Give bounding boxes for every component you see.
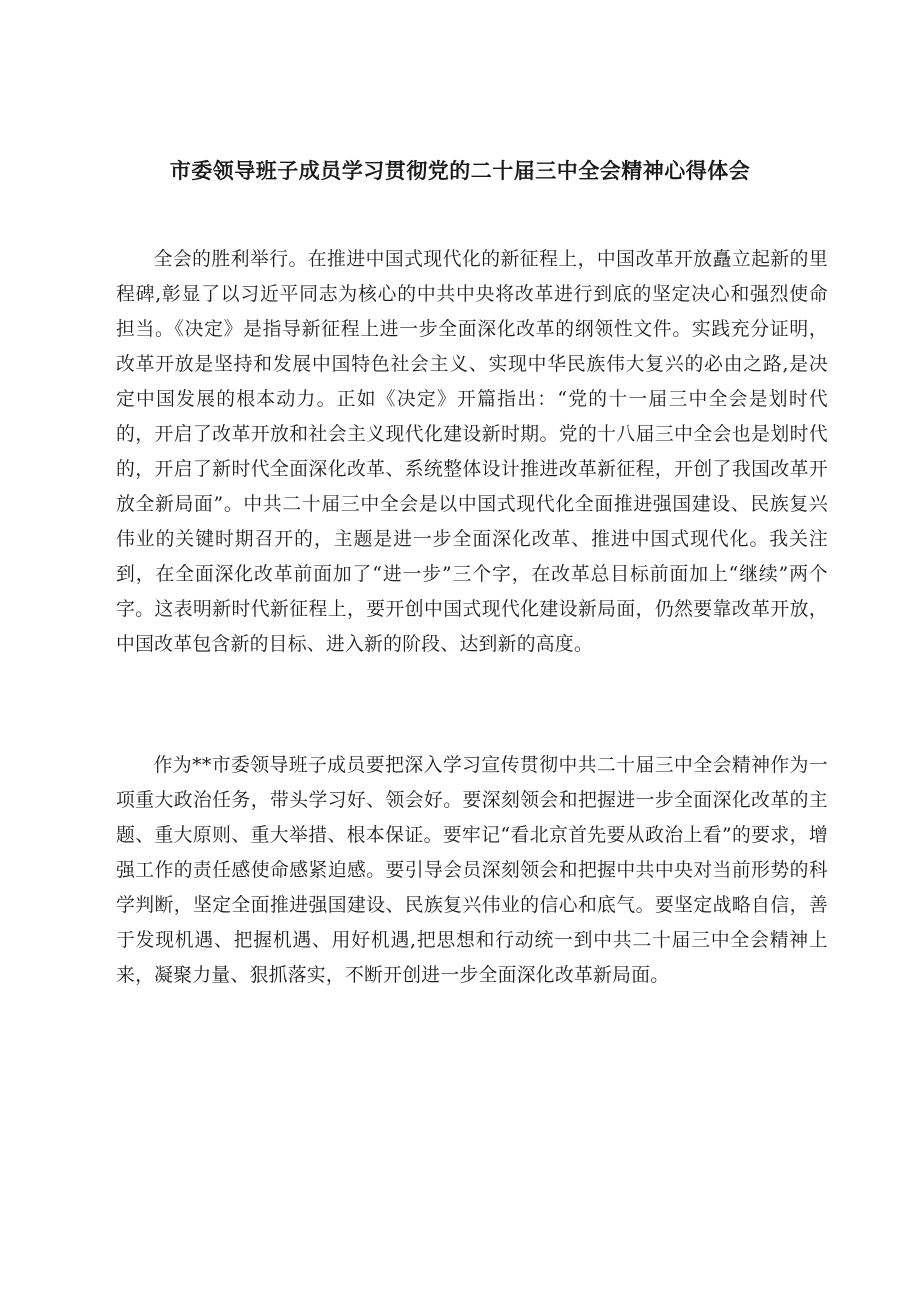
body-paragraph-1: 全会的胜利举行。在推进中国式现代化的新征程上，中国改革开放矗立起新的里程碑,彰显了以习近平同志为核心的中共中央将改革进行到底的坚定决心和强烈使命担当。《决定》是指导新征程上进一步全面深化改革的纲领性文件。实践充分证明，改革开放是坚持和发展中国特色社会主义、实现中华民族伟大复兴的必由之路,是决定中国发展的根本动力。正如《决定》开篇指出：“党的十一届三中全会是划时代的，开启了改革开放和社会主义现代化建设新时期。党的十八届三中全会也是划时代的，开启了新时代全面深化改革、系统整体设计推进改革新征程，开创了我国改革开放全新局面”。中共二十届三中全会是以中国式现代化全面推进强国建设、民族复兴伟业的关键时期召开的，主题是进一步全面深化改革、推进中国式现代化。我关注到，在全面深化改革前面加了“进一步”三个字，在改革总目标前面加上“继续”两个字。这表明新时代新征程上，要开创中国式现代化建设新局面，仍然要靠改革开放，中国改革包含新的目标、进入新的阶段、达到新的高度。 [116, 249, 828, 655]
body-paragraph-2: 作为**市委领导班子成员要把深入学习宣传贯彻中共二十届三中全会精神作为一项重大政治任务，带头学习好、领会好。要深刻领会和把握进一步全面深化改革的主题、重大原则、重大举措、根本保证。要牢记“看北京首先要从政治上看”的要求，增强工作的责任感使命感紧迫感。要引导会员深刻领会和把握中共中央对当前形势的科学判断，坚定全面推进强国建设、民族复兴伟业的信心和底气。要坚定战略自信，善于发现机遇、把握机遇、用好机遇,把思想和行动统一到中共二十届三中全会精神上来，凝聚力量、狠抓落实，不断开创进一步全面深化改革新局面。 [116, 755, 828, 986]
document-title: 市委领导班子成员学习贯彻党的二十届三中全会精神心得体会 [169, 159, 751, 183]
